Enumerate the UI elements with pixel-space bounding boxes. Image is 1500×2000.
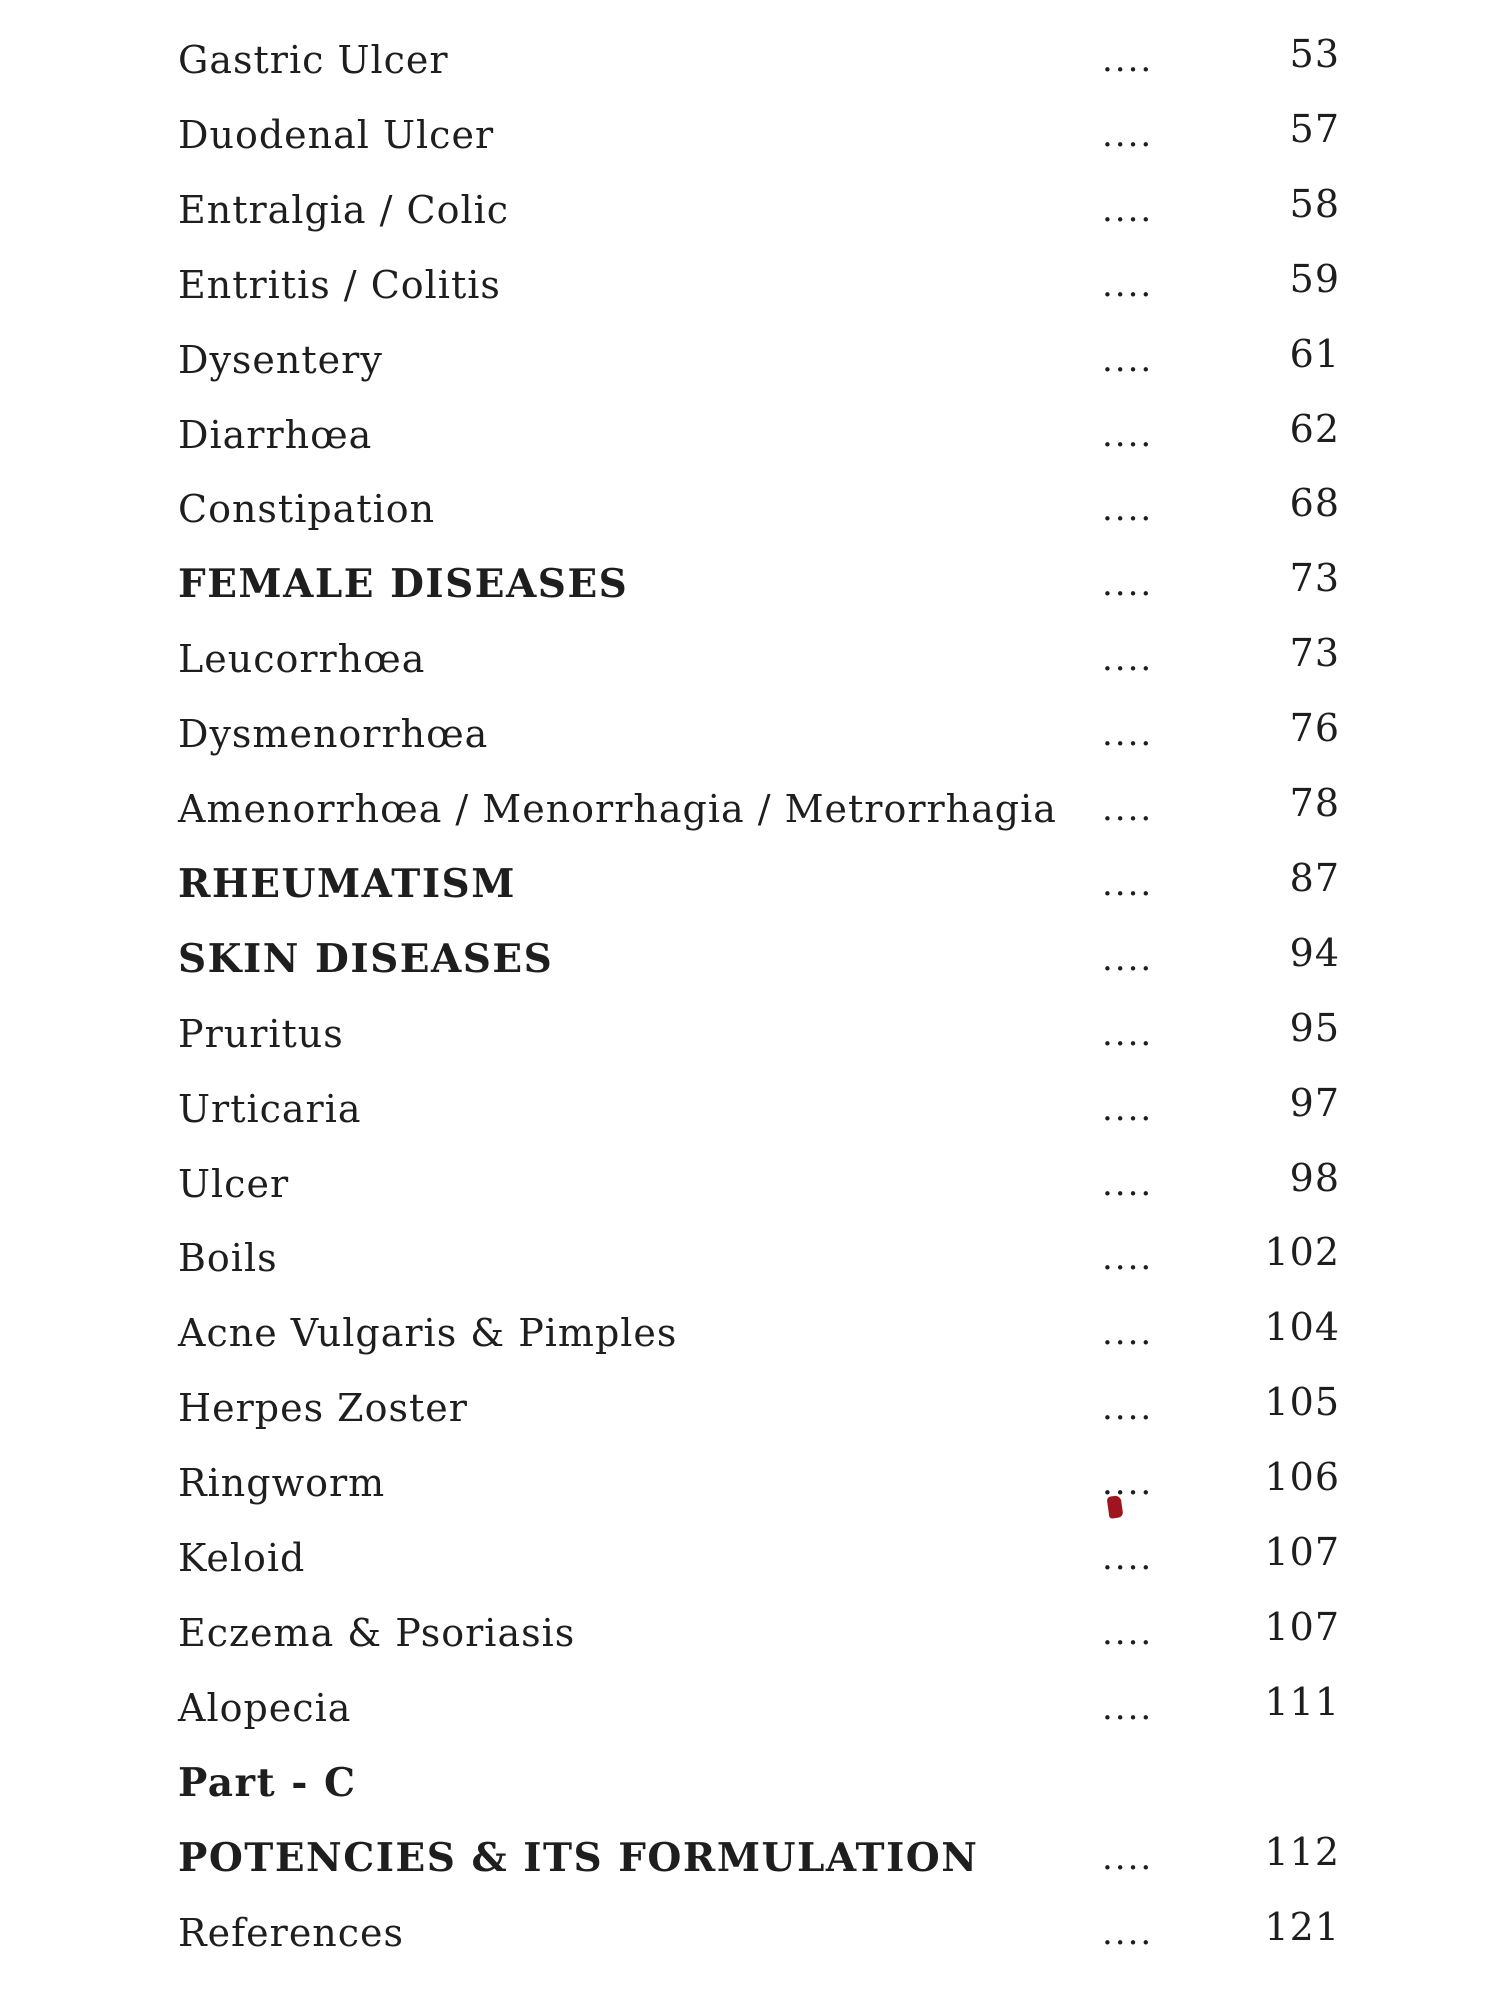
toc-section-heading: POTENCIES & ITS FORMULATION bbox=[178, 1834, 979, 1881]
toc-entry bbox=[0, 405, 1500, 465]
toc-leader-dots: .... bbox=[1102, 1013, 1154, 1054]
toc-entry-title: Eczema & Psoriasis bbox=[178, 1610, 576, 1655]
toc-leader-dots: .... bbox=[1102, 789, 1154, 829]
toc-leader-dots: .... bbox=[1102, 714, 1154, 755]
toc-page-number: 98 bbox=[1289, 1155, 1340, 1200]
toc-entry bbox=[0, 30, 1500, 90]
toc-leader-dots: .... bbox=[1102, 1388, 1154, 1429]
toc-page-number: 102 bbox=[1264, 1230, 1340, 1275]
toc-entry-title: Dysentery bbox=[178, 337, 383, 382]
toc-entry-title: Entralgia / Colic bbox=[178, 187, 510, 232]
toc-leader-dots: .... bbox=[1102, 1238, 1154, 1279]
toc-leader-dots: .... bbox=[1102, 1313, 1154, 1354]
toc-page-number: 97 bbox=[1289, 1080, 1340, 1125]
toc-page-number: 62 bbox=[1289, 406, 1340, 451]
toc-section-heading: FEMALE DISEASES bbox=[178, 561, 629, 608]
toc-page-number: 73 bbox=[1289, 556, 1340, 601]
toc-page-number: 73 bbox=[1289, 631, 1340, 676]
toc-page-number: 104 bbox=[1264, 1305, 1340, 1350]
toc-leader-dots: .... bbox=[1102, 639, 1154, 680]
toc-entry-title: Herpes Zoster bbox=[178, 1386, 468, 1431]
toc-entry bbox=[0, 479, 1500, 539]
toc-page-number: 59 bbox=[1289, 256, 1340, 301]
toc-entry bbox=[0, 1828, 1500, 1888]
toc-page-number: 107 bbox=[1264, 1530, 1340, 1574]
toc-entry-title: References bbox=[178, 1910, 405, 1955]
toc-leader-dots: .... bbox=[1102, 114, 1154, 155]
toc-entry-title: Keloid bbox=[178, 1536, 306, 1580]
toc-entry bbox=[0, 1004, 1500, 1064]
toc-entry-title: Leucorrhœa bbox=[178, 637, 426, 682]
toc-entry bbox=[0, 105, 1500, 165]
toc-entry bbox=[0, 629, 1500, 689]
toc-leader-dots: .... bbox=[1102, 414, 1154, 455]
toc-entry-title: Duodenal Ulcer bbox=[178, 112, 495, 157]
toc-entry bbox=[0, 704, 1500, 764]
toc-page-number: 61 bbox=[1289, 331, 1340, 376]
toc-entry bbox=[0, 854, 1500, 914]
toc-leader-dots: .... bbox=[1102, 264, 1154, 305]
toc-page-number: 121 bbox=[1264, 1904, 1340, 1949]
toc-entry bbox=[0, 1678, 1500, 1738]
toc-leader-dots: .... bbox=[1102, 863, 1154, 904]
toc-leader-dots: .... bbox=[1102, 40, 1154, 80]
toc-page-number: 111 bbox=[1264, 1679, 1340, 1724]
toc-leader-dots: .... bbox=[1102, 1538, 1154, 1578]
toc-leader-dots: .... bbox=[1102, 1463, 1154, 1504]
toc-leader-dots: .... bbox=[1102, 1163, 1154, 1204]
toc-entry-title: Ulcer bbox=[178, 1161, 290, 1206]
toc-page-number: 78 bbox=[1289, 781, 1340, 825]
toc-leader-dots: .... bbox=[1102, 564, 1154, 605]
toc-page-number: 87 bbox=[1289, 855, 1340, 900]
toc-leader-dots: .... bbox=[1102, 339, 1154, 380]
toc-entry bbox=[0, 1154, 1500, 1214]
toc-entry-title: Diarrhœa bbox=[178, 412, 373, 457]
toc-entry bbox=[0, 554, 1500, 614]
toc-entry-title: Alopecia bbox=[178, 1685, 352, 1730]
toc-entry bbox=[0, 255, 1500, 315]
toc-entry bbox=[0, 1228, 1500, 1288]
toc-entry-title: Amenorrhœa / Menorrhagia / Metrorrhagia bbox=[178, 787, 1057, 831]
toc-entry-title: Pruritus bbox=[178, 1011, 344, 1056]
toc-entry bbox=[0, 929, 1500, 989]
toc-entry-title: Ringworm bbox=[178, 1461, 386, 1506]
toc-entry bbox=[0, 1303, 1500, 1363]
toc-leader-dots: .... bbox=[1102, 1088, 1154, 1129]
toc-leader-dots: .... bbox=[1102, 489, 1154, 530]
toc-page-number: 68 bbox=[1289, 481, 1340, 526]
toc-page-number: 58 bbox=[1289, 181, 1340, 226]
toc-leader-dots: .... bbox=[1102, 1612, 1154, 1653]
toc-entry-title: Gastric Ulcer bbox=[178, 38, 449, 82]
toc-page-number: 57 bbox=[1289, 106, 1340, 151]
toc-entry-title: Urticaria bbox=[178, 1086, 362, 1131]
toc-entry-title: Entritis / Colitis bbox=[178, 262, 501, 307]
toc-entry bbox=[0, 779, 1500, 839]
toc-page-number: 107 bbox=[1264, 1604, 1340, 1649]
toc-leader-dots: .... bbox=[1102, 1837, 1154, 1878]
toc-page-number: 94 bbox=[1289, 930, 1340, 975]
toc-entry bbox=[0, 330, 1500, 390]
toc-page-number: 76 bbox=[1289, 706, 1340, 751]
toc-page-number: 53 bbox=[1289, 32, 1340, 76]
toc-page-number: 106 bbox=[1264, 1455, 1340, 1500]
toc-leader-dots: .... bbox=[1102, 938, 1154, 979]
toc-entry bbox=[0, 1753, 1500, 1813]
toc-entry bbox=[0, 1603, 1500, 1663]
toc-entry bbox=[0, 1528, 1500, 1588]
toc-entry-title: Acne Vulgaris & Pimples bbox=[178, 1311, 678, 1356]
toc-entry-title: Dysmenorrhœa bbox=[178, 712, 489, 757]
toc-section-heading: Part - C bbox=[178, 1759, 357, 1806]
toc-entry bbox=[0, 1903, 1500, 1963]
toc-entry bbox=[0, 180, 1500, 240]
toc-entry-title: Constipation bbox=[178, 487, 436, 532]
toc-entry-title: Boils bbox=[178, 1236, 278, 1281]
toc-page-number: 95 bbox=[1289, 1005, 1340, 1050]
toc-section-heading: RHEUMATISM bbox=[178, 860, 516, 907]
toc-page-number: 105 bbox=[1264, 1380, 1340, 1425]
toc-leader-dots: .... bbox=[1102, 189, 1154, 230]
toc-entry bbox=[0, 1079, 1500, 1139]
toc-page-number: 112 bbox=[1264, 1829, 1340, 1874]
toc-entry bbox=[0, 1378, 1500, 1438]
toc-leader-dots: .... bbox=[1102, 1687, 1154, 1728]
toc-leader-dots: .... bbox=[1102, 1912, 1154, 1953]
toc-section-heading: SKIN DISEASES bbox=[178, 935, 554, 982]
toc-entry bbox=[0, 1453, 1500, 1513]
